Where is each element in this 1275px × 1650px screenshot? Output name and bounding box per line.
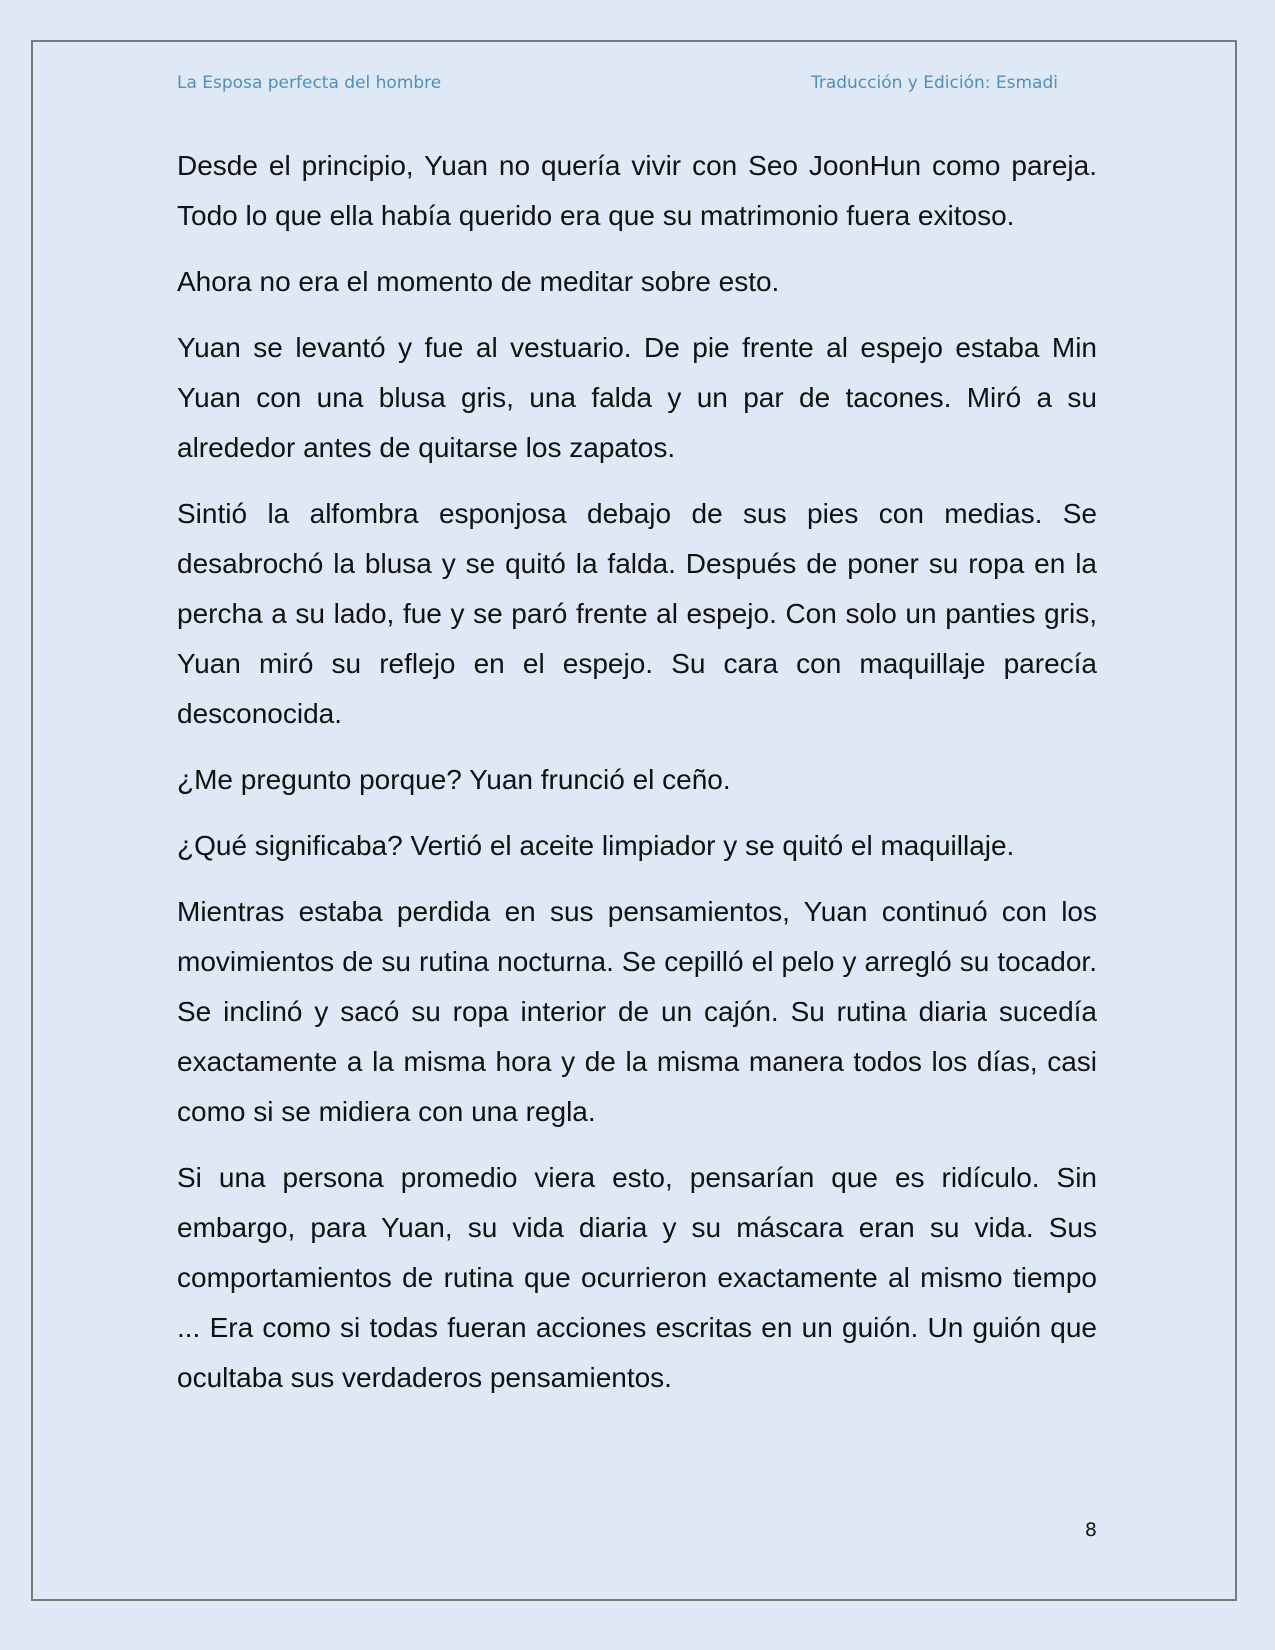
document-body — [177, 141, 1097, 1419]
paragraph: Yuan se levantó y fue al vestuario. De pie frente al espejo estaba Min Yuan con una blusa gris, una falda y un par de tacones. Miró a su alrededor antes de quitarse los zapatos. — [177, 332, 1097, 463]
paragraph: ¿Me pregunto porque? Yuan frunció el ceño. — [177, 764, 731, 795]
page-number: 8 — [1084, 1519, 1097, 1541]
header-credits: Traducción y Edición: Esmadi — [810, 73, 1058, 93]
header-title: La Esposa perfecta del hombre — [177, 73, 442, 93]
paragraph: ¿Qué significaba? Vertió el aceite limpiador y se quitó el maquillaje. — [177, 830, 1015, 861]
page-header — [177, 73, 1058, 99]
paragraph: Ahora no era el momento de meditar sobre esto. — [177, 266, 780, 297]
paragraph: Sintió la alfombra esponjosa debajo de sus pies con medias. Se desabrochó la blusa y se quitó la falda. Después de poner su ropa en la percha a su lado, fue y se paró frente al espejo. Con solo un panties gris, Yuan miró su reflejo en el espejo. Su cara con maquillaje parecía desconocida. — [177, 498, 1097, 729]
paragraph: Mientras estaba perdida en sus pensamientos, Yuan continuó con los movimientos de su rutina nocturna. Se cepilló el pelo y arregló su tocador. Se inclinó y sacó su ropa interior de un cajón. Su rutina diaria sucedía exactamente a la misma hora y de la misma manera todos los días, casi como si se midiera con una regla. — [177, 896, 1097, 1127]
paragraph: Desde el principio, Yuan no quería vivir con Seo JoonHun como pareja. Todo lo que ella había querido era que su matrimonio fuera exitoso. — [177, 150, 1097, 231]
paragraph: Si una persona promedio viera esto, pensarían que es ridículo. Sin embargo, para Yuan, su vida diaria y su máscara eran su vida. Sus comportamientos de rutina que ocurrieron exactamente al mismo tiempo ... Era como si todas fueran acciones escritas en un guión. Un guión que ocultaba sus verdaderos pensamientos. — [177, 1162, 1097, 1393]
